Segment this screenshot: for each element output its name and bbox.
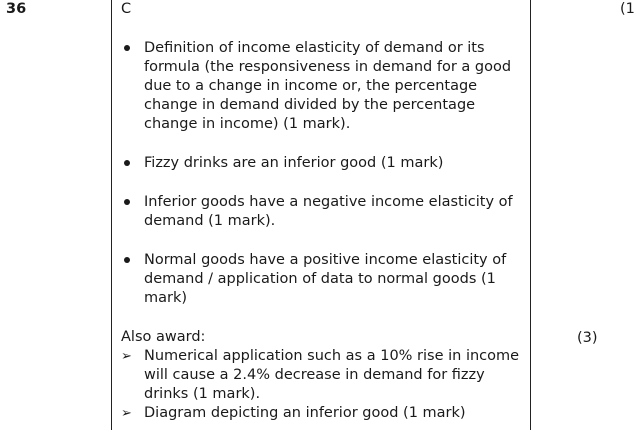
- column-divider-right: [530, 0, 531, 430]
- marking-point: [121, 251, 525, 308]
- question-number: 36: [6, 1, 27, 17]
- marks-column-cutoff: (1: [620, 1, 635, 17]
- marks-total: (3): [577, 330, 598, 346]
- marking-point-text: Definition of income elasticity of demand or its formula (the responsiveness in demand for a good due to a change in income or, the percentage change in demand divided by the percentage change in income) (1 mark).: [144, 40, 512, 132]
- column-divider-left: [111, 0, 112, 430]
- bullet-icon: [124, 160, 130, 166]
- bullet-icon: [124, 257, 130, 263]
- marking-point-text: Inferior goods have a negative income elasticity of demand (1 mark).: [144, 194, 513, 229]
- marking-point: [121, 154, 525, 173]
- marking-point-text: Normal goods have a positive income elasticity of demand / application of data to normal goods (1 mark): [144, 252, 507, 306]
- also-award-label: Also award:: [121, 329, 206, 345]
- answer-column: [121, 0, 525, 423]
- marking-points-list: [121, 39, 525, 308]
- marking-point: [121, 39, 525, 134]
- also-award-text: Numerical application such as a 10% rise in income will cause a 2.4% decrease in demand for fizzy drinks (1 mark).: [144, 348, 520, 402]
- marking-point-text: Fizzy drinks are an inferior good (1 mark): [144, 155, 444, 171]
- bullet-icon: [124, 45, 130, 51]
- also-award-item: [121, 404, 525, 423]
- bullet-icon: [124, 199, 130, 205]
- arrow-bullet-icon: ➢: [121, 349, 132, 364]
- arrow-bullet-icon: ➢: [121, 406, 132, 421]
- answer-letter: C: [121, 1, 132, 17]
- also-award-item: [121, 347, 525, 404]
- marking-point: [121, 193, 525, 231]
- also-award-text: Diagram depicting an inferior good (1 mark): [144, 405, 466, 421]
- also-award-list: [121, 347, 525, 423]
